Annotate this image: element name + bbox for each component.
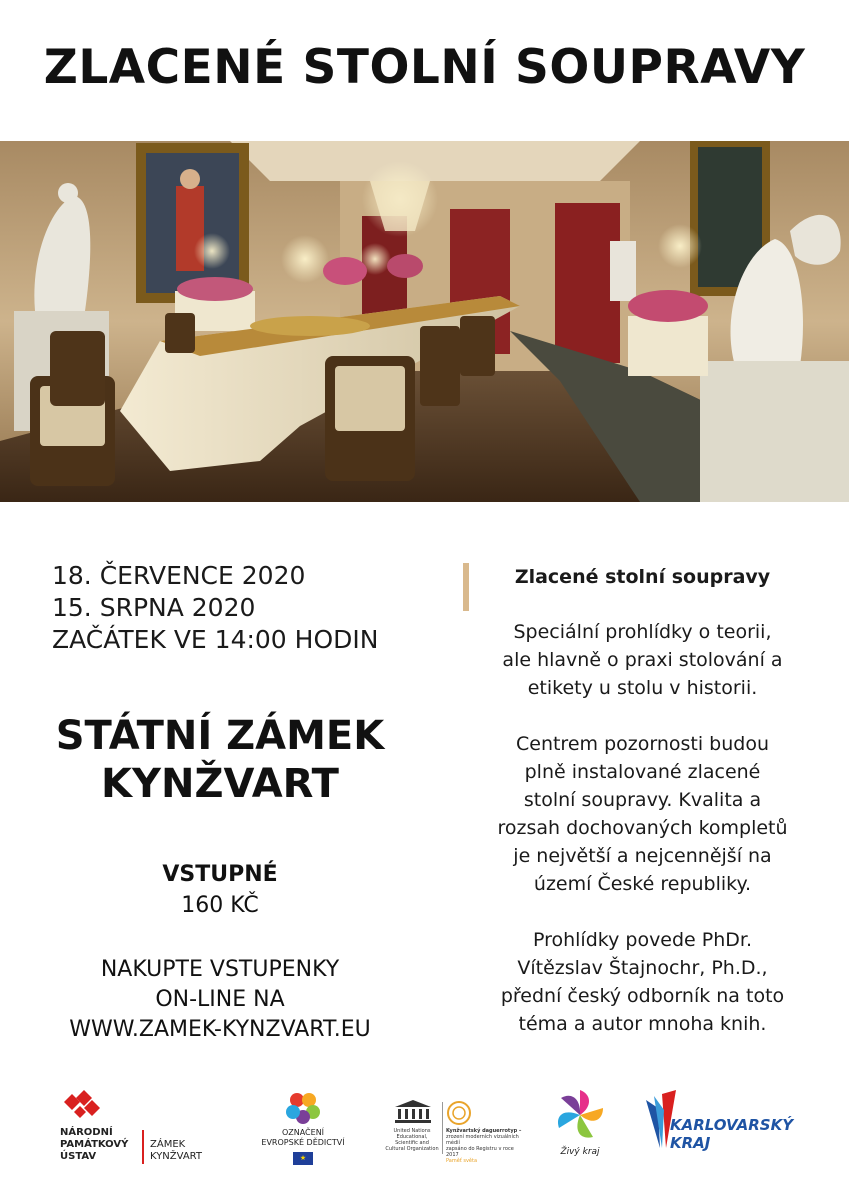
npu-line-3: ÚSTAV — [60, 1151, 97, 1162]
kraj-line-1: KARLOVARSKÝ — [670, 1116, 794, 1134]
memory-line-3: zapsáno do Registru v roce 2017 — [446, 1146, 514, 1158]
ticket-info — [40, 955, 400, 1045]
unesco-line-2: Educational, Scientific and — [395, 1134, 429, 1146]
venue-name — [40, 712, 400, 808]
eu-line-2: EVROPSKÉ DĚDICTVÍ — [261, 1138, 345, 1147]
ticket-line-1: NAKUPTE VSTUPENKY — [100, 957, 340, 982]
memory-line-1: Kynžvartský daguerrotyp – — [446, 1128, 522, 1134]
venue-line-1: STÁTNÍ ZÁMEK — [55, 713, 385, 759]
eu-flag-icon: ★ — [293, 1152, 313, 1165]
p2-line: Centrem pozornosti budou — [515, 733, 769, 755]
p1-line: ale hlavně o praxi stolování a — [502, 649, 783, 671]
start-time: ZAČÁTEK VE 14:00 HODIN — [52, 625, 379, 654]
zamek-line-2: KYNŽVART — [150, 1151, 203, 1162]
eu-heritage-logo — [248, 1090, 358, 1170]
pinwheel-icon — [553, 1088, 607, 1142]
ticket-url: WWW.ZAMEK-KYNZVART.EU — [69, 1017, 371, 1042]
zivy-kraj-text: Živý kraj — [560, 1147, 600, 1157]
date-first: 18. ČERVENCE 2020 — [52, 561, 306, 590]
memory-line-4: Paměť světa — [446, 1158, 478, 1164]
unesco-line-1: United Nations — [393, 1128, 431, 1134]
npu-logo — [60, 1090, 220, 1170]
description-paragraph-3 — [470, 926, 815, 1038]
p2-line: rozsah dochovaných kompletů — [497, 817, 788, 839]
partner-logos — [0, 1085, 849, 1175]
npu-line-1: NÁRODNÍ — [60, 1127, 113, 1138]
p3-line: téma a autor mnoha knih. — [518, 1013, 767, 1035]
hall-photo — [0, 141, 849, 502]
p2-line: je největší a nejcennější na — [513, 845, 772, 867]
npu-mark-icon — [60, 1090, 104, 1120]
p2-line: stolní soupravy. Kvalita a — [523, 789, 762, 811]
description-block — [470, 565, 815, 1066]
memory-line-2: zrození moderních vizuálních médií — [446, 1134, 519, 1146]
npu-line-2: PAMÁTKOVÝ — [60, 1139, 129, 1150]
description-title: Zlacené stolní soupravy — [514, 566, 771, 588]
admission-label: VSTUPNÉ — [162, 862, 278, 887]
p2-line: plně instalované zlacené — [524, 761, 761, 783]
memory-of-world-icon — [446, 1100, 472, 1126]
p3-line: Vítězslav Štajnochr, Ph.D., — [517, 957, 768, 979]
zamek-line-1: ZÁMEK — [150, 1139, 186, 1150]
poster-title: ZLACENÉ STOLNÍ SOUPRAVY — [43, 40, 806, 95]
eu-line-1: OZNAČENÍ — [281, 1128, 325, 1137]
p3-line: Prohlídky povede PhDr. — [532, 929, 753, 951]
venue-line-2: KYNŽVART — [101, 761, 339, 807]
description-paragraph-1 — [470, 618, 815, 702]
karlovarsky-kraj-logo — [640, 1090, 800, 1165]
gold-divider — [463, 563, 469, 611]
unesco-temple-icon — [393, 1100, 433, 1124]
p3-line: přední český odborník na toto — [500, 985, 785, 1007]
p2-line: území České republiky. — [533, 873, 752, 895]
ticket-line-2: ON-LINE NA — [155, 987, 285, 1012]
p1-line: Speciální prohlídky o teorii, — [513, 621, 772, 643]
description-paragraph-2 — [470, 730, 815, 898]
unesco-logo — [385, 1100, 520, 1170]
event-dates — [52, 560, 412, 656]
heritage-flower-icon — [285, 1090, 321, 1124]
kraj-line-2: KRAJ — [670, 1134, 711, 1152]
date-second: 15. SRPNA 2020 — [52, 593, 256, 622]
p1-line: etikety u stolu v historii. — [527, 677, 758, 699]
unesco-line-3: Cultural Organization — [385, 1146, 439, 1152]
zivy-kraj-logo — [548, 1088, 612, 1168]
admission-price: 160 KČ — [181, 893, 259, 918]
